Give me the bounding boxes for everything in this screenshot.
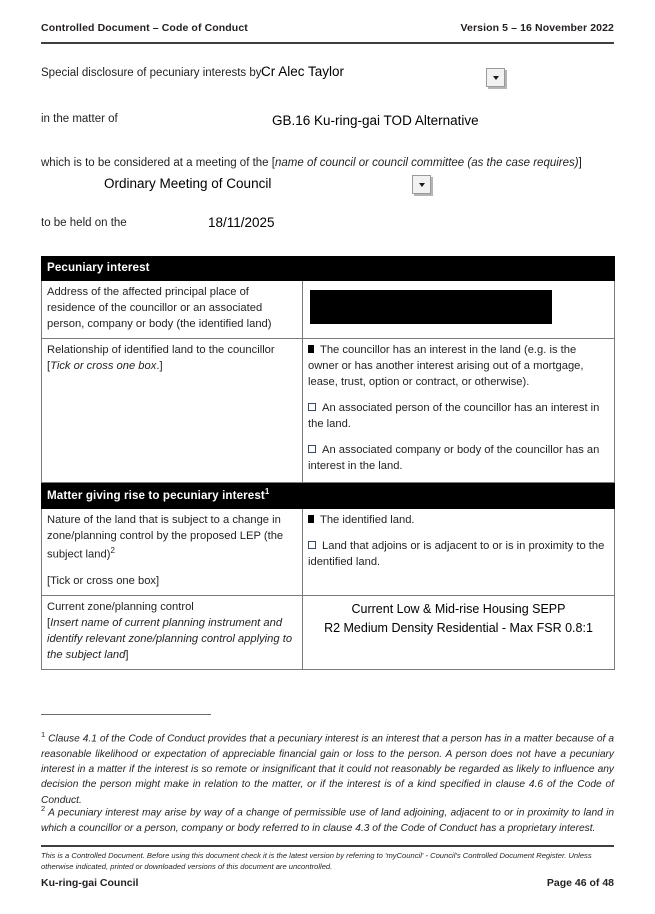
relationship-label: Relationship of identified land to the councillor (47, 344, 275, 357)
footnote-2 (41, 803, 614, 836)
zone-value-cell (303, 596, 615, 670)
option-label: Land that adjoins or is adjacent to or is in proximity to the identified land. (308, 539, 605, 568)
section-1-title: Pecuniary interest (47, 261, 150, 274)
footer-divider (41, 845, 614, 847)
zone-label: Current zone/planning control (47, 601, 194, 614)
table-row-nature (42, 508, 615, 595)
considered-row (41, 155, 615, 173)
held-label: to be held on the (41, 217, 127, 229)
section-header-pecuniary-interest (42, 257, 615, 281)
relationship-options-cell (303, 339, 615, 482)
footnote-1-text: Clause 4.1 of the Code of Conduct provides that a pecuniary interest is an interest that a person has in a matter because of a reasonable likelihood or expectation of appreciable financial gain or loss to the person. A person does not have a pecuniary interest in a matter if the interest is so remote or insignificant that it could not reasonably be regarded as likely to influence any decision the person might make in relation to the matter, or if the interest is of a kind specified in clause 4.6 of the Code of Conduct. (41, 733, 614, 806)
checkbox-unchecked-icon (308, 541, 316, 549)
considered-text-tail: ] (578, 157, 582, 169)
councillor-name-value: Cr Alec Taylor (261, 64, 345, 79)
relationship-label-cell: Relationship of identified land to the councillor [Tick or cross one box.] (42, 339, 303, 482)
checkbox-unchecked-icon (308, 403, 316, 411)
table-row-zone (42, 596, 615, 670)
chevron-down-icon (493, 76, 499, 80)
relationship-label-tail: .] (156, 360, 163, 373)
checkbox-option-associated-person[interactable] (308, 401, 609, 433)
footnote-1-marker: 1 (41, 730, 46, 739)
section-2-footnote-marker: 1 (264, 486, 270, 496)
nature-instruction: [Tick or cross one box] (47, 575, 160, 588)
section-2-title: Matter giving rise to pecuniary interest (47, 488, 265, 502)
zone-value-line-1: Current Low & Mid-rise Housing SEPP (351, 602, 566, 617)
matter-value: GB.16 Ku-ring-gai TOD Alternative (272, 113, 479, 128)
section-header-cell (42, 257, 615, 281)
chevron-down-icon (419, 183, 425, 187)
table-row-address (42, 281, 615, 339)
section-header-cell (42, 482, 615, 508)
document-header-right: Version 5 – 16 November 2022 (460, 22, 614, 34)
option-label: An associated company or body of the councillor has an interest in the land. (308, 443, 600, 472)
address-value-cell (303, 281, 615, 339)
zone-instruction: Insert name of current planning instrument and identify relevant zone/planning control applying to the subject land (47, 617, 293, 661)
checkbox-unchecked-icon (308, 445, 316, 453)
meeting-date-value: 18/11/2025 (208, 215, 275, 230)
disclosure-label: Special disclosure of pecuniary interests by (41, 67, 262, 79)
matter-label: in the matter of (41, 113, 118, 125)
councillor-dropdown-button[interactable] (486, 68, 505, 87)
footnote-1 (41, 729, 614, 808)
zone-label-cell: Current zone/planning control [Insert name of current planning instrument and identify relevant zone/planning control applying to the subject land] (42, 596, 303, 670)
address-label-cell (42, 281, 303, 339)
option-label: The identified land. (320, 513, 415, 526)
footer-page-number: Page 46 of 48 (546, 877, 614, 889)
checkbox-option-councillor-interest[interactable] (308, 343, 609, 391)
option-label: The councillor has an interest in the land (e.g. is the owner or has another interest arising out of a mortgage, lease, trust, option or contract, or otherwise). (308, 344, 584, 388)
nature-label-cell (42, 508, 303, 595)
header-divider (41, 42, 614, 44)
checkbox-option-adjoining-land[interactable] (308, 539, 609, 571)
footer-notice: This is a Controlled Document. Before using this document check it is the latest version by referring to 'myCouncil' - Council's Controlled Document Register. Unless otherwise indicated, printed or downloaded versions of this document are uncontrolled. (41, 851, 592, 872)
footer-bar (41, 877, 614, 889)
checkbox-option-identified-land[interactable] (308, 513, 609, 529)
zone-value-line-2: R2 Medium Density Residential - Max FSR 0.8:1 (324, 620, 593, 635)
matter-row (41, 111, 118, 128)
document-header-left: Controlled Document – Code of Conduct (41, 22, 248, 34)
nature-options-cell (303, 508, 615, 595)
option-label: An associated person of the councillor has an interest in the land. (308, 401, 600, 430)
footer-organisation: Ku-ring-gai Council (41, 877, 139, 889)
pecuniary-interest-table (41, 256, 615, 670)
considered-text-lead: which is to be considered at a meeting of the [ (41, 157, 275, 169)
checkbox-checked-icon (308, 515, 314, 523)
document-header (41, 22, 614, 34)
held-row (41, 215, 127, 232)
address-label: Address of the affected principal place of residence of the councillor or an associated person, company or body (the identified land) (47, 286, 272, 331)
considered-text-italic: name of council or council committee (as the case requires) (274, 157, 579, 169)
footnote-2-marker: 2 (41, 804, 46, 813)
section-header-matter-giving-rise (42, 482, 615, 508)
meeting-name-value: Ordinary Meeting of Council (104, 176, 272, 191)
meeting-dropdown-button[interactable] (412, 175, 431, 194)
nature-label: Nature of the land that is subject to a change in zone/planning control by the proposed LEP (the subject land) (47, 513, 284, 561)
footnote-2-text: A pecuniary interest may arise by way of a change of permissible use of land adjoining, adjacent to or in proximity to land in which a councillor or a person, company or body referred to in clause 4.3 of the Code of Conduct has a proprietary interest. (41, 807, 614, 834)
checkbox-option-associated-company[interactable] (308, 443, 609, 475)
footnote-divider (41, 714, 211, 715)
nature-footnote-marker: 2 (110, 545, 115, 555)
relationship-instruction: Tick or cross one box (50, 360, 157, 373)
redaction-box (310, 290, 552, 324)
table-row-relationship (42, 339, 615, 482)
checkbox-checked-icon (308, 345, 314, 353)
